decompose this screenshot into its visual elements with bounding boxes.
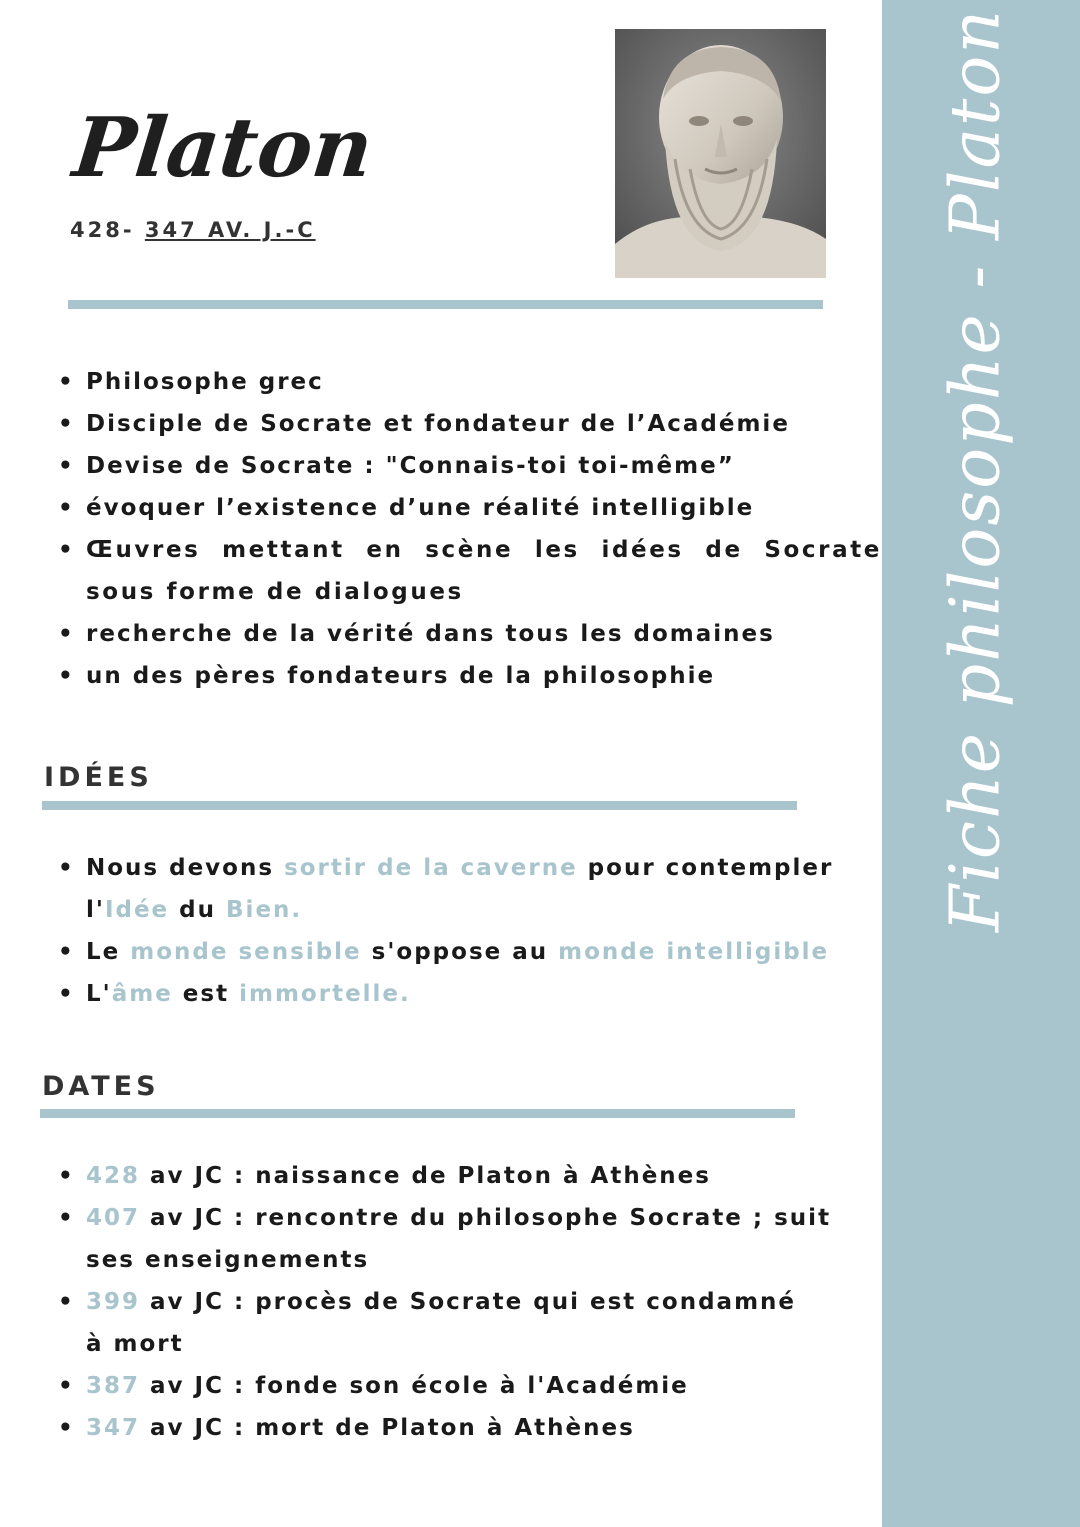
list-item: • 428 av JC : naissance de Platon à Athènes bbox=[58, 1155, 882, 1197]
list-item: • évoquer l’existence d’une réalité intelligible bbox=[58, 487, 882, 529]
page-title: Platon bbox=[68, 100, 378, 196]
intro-list bbox=[58, 361, 882, 697]
dates-divider bbox=[40, 1109, 795, 1118]
ideas-list bbox=[58, 847, 838, 1015]
death-year: 347 AV. J.-C bbox=[144, 218, 316, 242]
list-item: • 387 av JC : fonde son école à l'Académie bbox=[58, 1365, 882, 1407]
ideas-heading: IDÉES bbox=[44, 762, 153, 793]
list-item: • un des pères fondateurs de la philosophie bbox=[58, 655, 882, 697]
plato-bust-image bbox=[615, 29, 826, 278]
list-item: • Philosophe grec bbox=[58, 361, 882, 403]
list-item: • recherche de la vérité dans tous les domaines bbox=[58, 613, 882, 655]
ideas-divider bbox=[42, 801, 797, 810]
list-item: • 407 av JC : rencontre du philosophe Socrate ; suit ses enseignements bbox=[58, 1197, 882, 1281]
dates-list bbox=[58, 1155, 882, 1449]
list-item: • Le monde sensible s'oppose au monde intelligible bbox=[58, 931, 838, 973]
dates-heading: DATES bbox=[42, 1071, 160, 1102]
list-item: • Nous devons sortir de la caverne pour contempler l'Idée du Bien. bbox=[58, 847, 838, 931]
list-item: • 347 av JC : mort de Platon à Athènes bbox=[58, 1407, 882, 1449]
list-item: • Disciple de Socrate et fondateur de l’Académie bbox=[58, 403, 882, 445]
list-item: • 399 av JC : procès de Socrate qui est condamné à mort bbox=[58, 1281, 882, 1365]
header-divider bbox=[68, 300, 823, 309]
sidebar-title: Fiche philosophe - Platon bbox=[936, 7, 1016, 933]
list-item: • L'âme est immortelle. bbox=[58, 973, 838, 1015]
life-dates bbox=[70, 218, 316, 242]
list-item: • Œuvres mettant en scène les idées de Socrate sous forme de dialogues bbox=[58, 529, 882, 613]
birth-year: 428- bbox=[70, 218, 135, 242]
list-item: • Devise de Socrate : "Connais-toi toi-même” bbox=[58, 445, 882, 487]
